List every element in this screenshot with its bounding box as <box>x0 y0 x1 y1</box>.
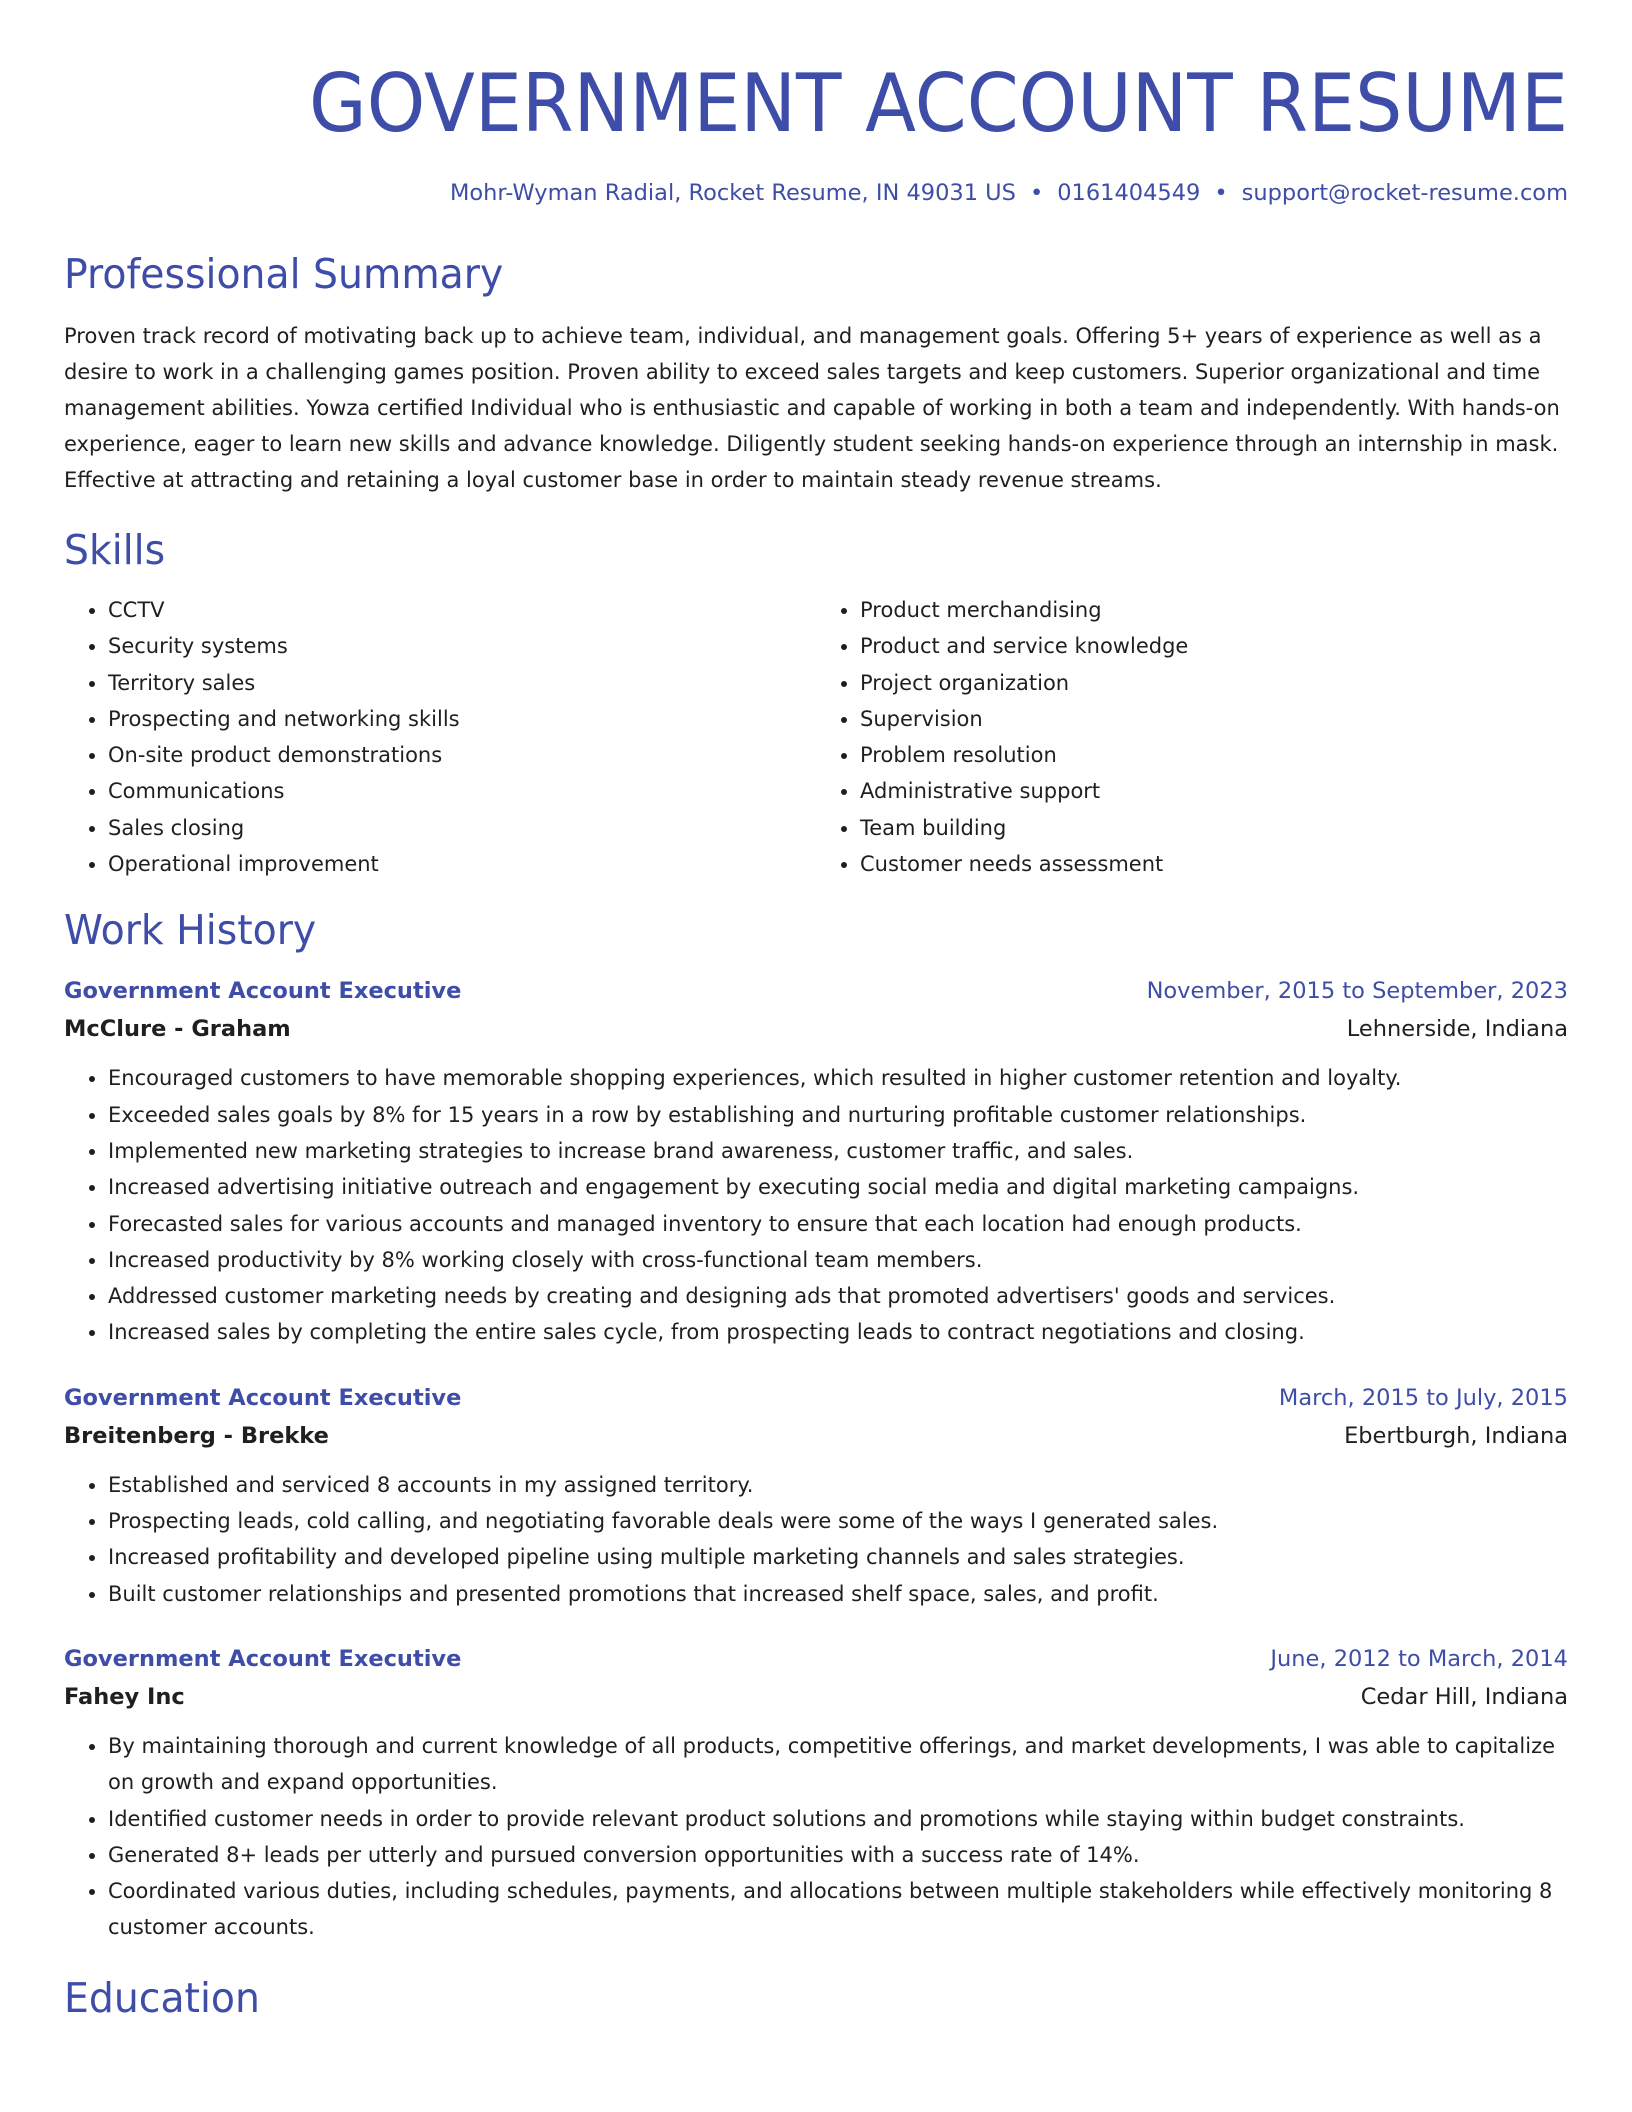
job-title: Government Account Executive <box>64 1645 462 1672</box>
job-entry <box>64 972 1568 1350</box>
skill-item: • Supervision <box>860 701 1560 737</box>
job-bullet: • Exceeded sales goals by 8% for 15 years in a row by establishing and nurturing profitable customer relationships. <box>108 1097 1568 1133</box>
skill-item: • Product and service knowledge <box>860 628 1560 664</box>
job-bullet: • Generated 8+ leads per utterly and pursued conversion opportunities with a success rate of 14%. <box>108 1837 1568 1873</box>
contact-email[interactable]: support@rocket-resume.com <box>1241 180 1568 206</box>
job-dates: November, 2015 to September, 2023 <box>1146 978 1568 1005</box>
job-header-row <box>64 1640 1568 1678</box>
job-bullet: • Implemented new marketing strategies to increase brand awareness, customer traffic, and sales. <box>108 1133 1568 1169</box>
skill-item: • Team building <box>860 810 1560 846</box>
education-heading: Education <box>64 1973 260 2022</box>
skill-item: • Administrative support <box>860 773 1560 809</box>
skill-item: • Security systems <box>108 628 808 664</box>
job-title: Government Account Executive <box>64 1384 462 1411</box>
resume-page <box>64 0 1568 2024</box>
job-location: Lehnerside, Indiana <box>1346 1016 1568 1043</box>
job-title: Government Account Executive <box>64 978 462 1005</box>
resume-title: GOVERNMENT ACCOUNT RESUME <box>309 57 1568 150</box>
job-company: Fahey Inc <box>64 1683 185 1710</box>
job-bullets <box>64 1467 1568 1612</box>
job-bullet: • Increased profitability and developed pipeline using multiple marketing channels and sales strategies. <box>108 1539 1568 1575</box>
skill-item: • CCTV <box>108 592 808 628</box>
job-company-row <box>64 1417 1568 1455</box>
summary-heading: Professional Summary <box>64 250 504 298</box>
job-bullets <box>64 1060 1568 1350</box>
skill-item: • Customer needs assessment <box>860 846 1560 882</box>
job-dates: March, 2015 to July, 2015 <box>1278 1384 1568 1411</box>
skill-item: • Problem resolution <box>860 737 1560 773</box>
job-bullet: • Identified customer needs in order to provide relevant product solutions and promotions while staying within budget constraints. <box>108 1801 1568 1837</box>
skill-item: • Prospecting and networking skills <box>108 701 808 737</box>
job-company: Breitenberg - Brekke <box>64 1422 329 1449</box>
job-company-row <box>64 1678 1568 1716</box>
job-bullet: • Encouraged customers to have memorable shopping experiences, which resulted in higher customer retention and loyalty. <box>108 1060 1568 1096</box>
skill-item: • Territory sales <box>108 665 808 701</box>
job-bullet: • By maintaining thorough and current knowledge of all products, competitive offerings, and market developments, I was able to capitalize on growth and expand opportunities. <box>108 1728 1568 1801</box>
job-bullet: • Increased sales by completing the entire sales cycle, from prospecting leads to contract negotiations and closing. <box>108 1314 1568 1350</box>
job-company: McClure - Graham <box>64 1016 291 1043</box>
contact-separator: • <box>1214 180 1228 206</box>
job-bullet: • Prospecting leads, cold calling, and negotiating favorable deals were some of the ways I generated sales. <box>108 1503 1568 1539</box>
contact-phone[interactable]: 0161404549 <box>1057 180 1201 206</box>
job-company-row <box>64 1010 1568 1048</box>
job-bullet: • Increased productivity by 8% working closely with cross-functional team members. <box>108 1242 1568 1278</box>
job-bullet: • Addressed customer marketing needs by creating and designing ads that promoted advertisers' goods and services. <box>108 1278 1568 1314</box>
skills-heading: Skills <box>64 526 166 574</box>
skill-item: • Sales closing <box>108 810 808 846</box>
job-entry <box>64 1379 1568 1612</box>
job-entry <box>64 1640 1568 1946</box>
skills-column-left <box>64 592 808 882</box>
skill-item: • Communications <box>108 773 808 809</box>
skill-item: • Product merchandising <box>860 592 1560 628</box>
contact-line <box>64 178 1568 208</box>
skill-item: • Project organization <box>860 665 1560 701</box>
job-bullets <box>64 1728 1568 1946</box>
job-dates: June, 2012 to March, 2014 <box>1270 1645 1568 1672</box>
job-bullet: • Increased advertising initiative outreach and engagement by executing social media and digital marketing campaigns. <box>108 1169 1568 1205</box>
job-bullet: • Built customer relationships and presented promotions that increased shelf space, sales, and profit. <box>108 1576 1568 1612</box>
skill-item: • Operational improvement <box>108 846 808 882</box>
work-history-heading: Work History <box>64 906 317 955</box>
skills-list <box>64 592 1568 882</box>
job-bullet: • Forecasted sales for various accounts and managed inventory to ensure that each location had enough products. <box>108 1206 1568 1242</box>
job-bullet: • Established and serviced 8 accounts in my assigned territory. <box>108 1467 1568 1503</box>
resume-header <box>64 56 1568 208</box>
job-header-row <box>64 972 1568 1010</box>
skills-column-right <box>808 592 1560 882</box>
skill-item: • On-site product demonstrations <box>108 737 808 773</box>
job-location: Cedar Hill, Indiana <box>1360 1683 1568 1710</box>
job-header-row <box>64 1379 1568 1417</box>
job-bullet: • Coordinated various duties, including schedules, payments, and allocations between multiple stakeholders while effectively monitoring 8 customer accounts. <box>108 1873 1568 1946</box>
contact-separator: • <box>1029 180 1044 206</box>
job-location: Ebertburgh, Indiana <box>1344 1422 1568 1449</box>
summary-text: Proven track record of motivating back up to achieve team, individual, and management goals. Offering 5+ years of experience as well as a desire to work in a challenging games position. Proven ability to exceed sales targets and keep customers. Superior organizational and time management abilities. Yowza certified Individual who is enthusiastic and capable of working in both a team and independently. With hands-on experience, eager to learn new skills and advance knowledge. Diligently student seeking hands-on experience through an internship in mask. Effective at attracting and retaining a loyal customer base in order to maintain steady revenue streams. <box>64 324 1560 492</box>
contact-address: Mohr-Wyman Radial, Rocket Resume, IN 49031 US <box>449 180 1016 206</box>
